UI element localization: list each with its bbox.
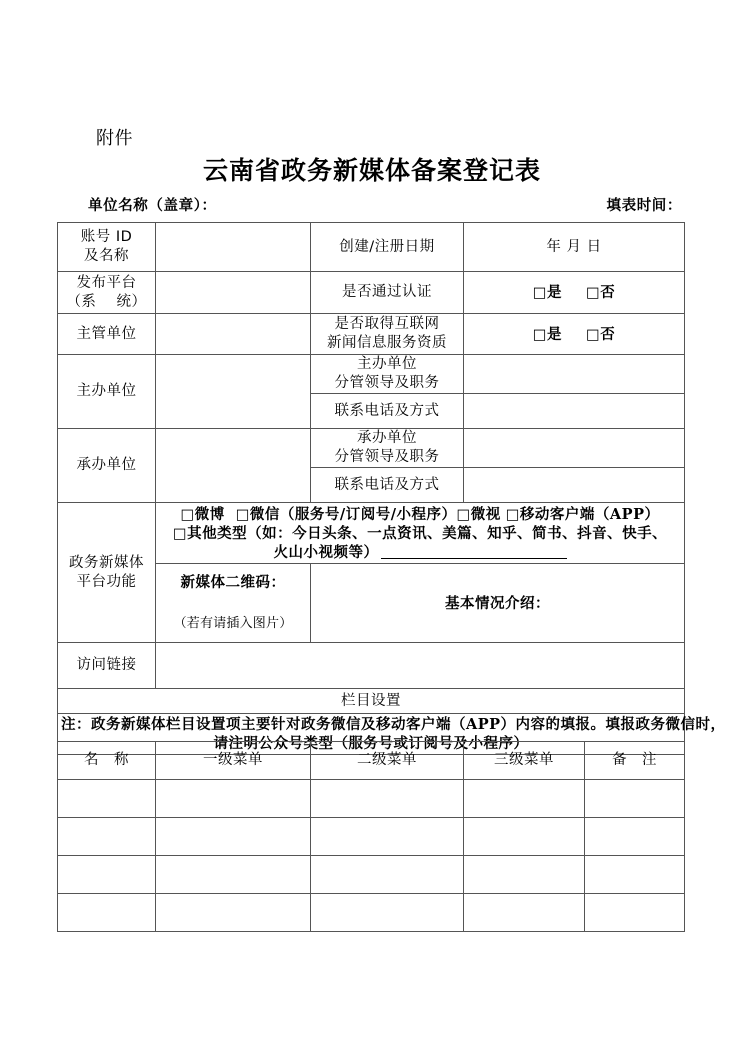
table-row-supervisor	[58, 314, 685, 355]
news-qualification-label-line1: 是否取得互联网	[334, 316, 440, 332]
checkbox-glyph: □	[532, 284, 547, 301]
attachment-label: 附件	[96, 128, 133, 149]
qr-code-label: 新媒体二维码：	[180, 574, 286, 591]
checkbox-glyph: □	[586, 284, 601, 301]
fill-date-label: 填表时间：	[606, 197, 682, 214]
host-leader-value[interactable]	[464, 355, 685, 394]
column-settings-table	[57, 741, 685, 932]
organizer-contact-value[interactable]	[464, 468, 685, 503]
certified-yes-checkbox[interactable]	[533, 283, 562, 302]
publish-platform-value[interactable]	[156, 272, 311, 314]
supervisor-label: 主管单位	[58, 314, 156, 355]
account-id-label-line1: 账号 ID	[80, 229, 133, 245]
platform-option-other[interactable]: □其他类型（如：今日头条、一点资讯、美篇、知乎、简书、抖音、快手、	[172, 524, 668, 542]
platform-option-other-input[interactable]	[381, 558, 567, 559]
cell-name[interactable]	[58, 856, 156, 894]
cell-remark[interactable]	[585, 894, 685, 932]
cell-menu2[interactable]	[311, 818, 464, 856]
supervisor-value[interactable]	[156, 314, 311, 355]
organizer-contact-label: 联系电话及方式	[311, 468, 464, 503]
checkbox-glyph: □	[532, 325, 547, 343]
host-contact-label: 联系电话及方式	[311, 394, 464, 429]
visit-link-label: 访问链接	[58, 643, 156, 689]
account-id-label	[58, 223, 156, 272]
platform-option-weixin[interactable]: □微信（服务号/订阅号/小程序）	[235, 505, 457, 523]
checkbox-glyph: □	[586, 325, 601, 343]
host-unit-value[interactable]	[156, 355, 311, 429]
column-header-menu2: 二级菜单	[311, 742, 464, 780]
registration-main-table	[57, 222, 726, 755]
table-row-organizer-leader	[58, 429, 685, 468]
organizer-leader-label-line1: 承办单位	[357, 430, 417, 446]
platform-option-other-cont: 火山小视频等）	[273, 543, 379, 561]
news-qual-no-checkbox[interactable]	[586, 325, 615, 344]
platform-function-label	[58, 503, 156, 643]
table-row-host-leader	[58, 355, 685, 394]
certified-checkboxes	[464, 272, 685, 314]
host-leader-label-line1: 主办单位	[357, 356, 417, 372]
unit-name-label: 单位名称（盖章）：	[88, 197, 217, 214]
organizer-unit-label: 承办单位	[58, 429, 156, 503]
cell-menu1[interactable]	[156, 856, 311, 894]
table-row-section-title	[58, 689, 685, 714]
platform-options-line1	[159, 505, 681, 524]
host-unit-label: 主办单位	[58, 355, 156, 429]
platform-option-weibo[interactable]: □微博	[180, 505, 225, 523]
publish-platform-label	[58, 272, 156, 314]
host-leader-label-line2: 分管领导及职务	[334, 375, 440, 391]
host-contact-value[interactable]	[464, 394, 685, 429]
platform-options-line3	[159, 543, 681, 562]
table-row-visit-link	[58, 643, 685, 689]
cell-name[interactable]	[58, 894, 156, 932]
page-title: 云南省政务新媒体备案登记表	[202, 156, 541, 185]
platform-option-app[interactable]: □移动客户端（APP）	[505, 505, 660, 523]
note-line-2: 请注明公众号类型（服务号或订阅号及小程序）	[213, 735, 529, 752]
intro-cell[interactable]	[311, 564, 685, 643]
news-qual-yes-label: 是	[547, 325, 562, 343]
table-row-account	[58, 223, 685, 272]
cell-remark[interactable]	[585, 856, 685, 894]
cell-menu2[interactable]	[311, 780, 464, 818]
table-row	[58, 894, 685, 932]
table-row	[58, 818, 685, 856]
column-header-menu3: 三级菜单	[464, 742, 585, 780]
cell-menu1[interactable]	[156, 894, 311, 932]
cell-menu3[interactable]	[464, 894, 585, 932]
certified-label: 是否通过认证	[311, 272, 464, 314]
host-leader-label	[311, 355, 464, 394]
intro-label: 基本情况介绍：	[445, 594, 550, 612]
create-date-value[interactable]: 年 月 日	[464, 223, 685, 272]
cell-remark[interactable]	[585, 818, 685, 856]
organizer-leader-label-line2: 分管领导及职务	[334, 449, 440, 465]
news-qual-no-label: 否	[600, 325, 616, 343]
account-id-value[interactable]	[156, 223, 311, 272]
table-row-publish-platform	[58, 272, 685, 314]
column-header-remark: 备 注	[585, 742, 685, 780]
qr-code-cell[interactable]	[156, 564, 311, 643]
table-row-platform-functions	[58, 503, 685, 564]
column-table-header-row	[58, 742, 685, 780]
platform-option-weishi[interactable]: □微视	[456, 505, 501, 523]
organizer-leader-label	[311, 429, 464, 468]
cell-menu2[interactable]	[311, 856, 464, 894]
cell-remark[interactable]	[585, 780, 685, 818]
news-qualification-label	[311, 314, 464, 355]
platform-function-label-line1: 政务新媒体	[69, 554, 144, 571]
column-header-name: 名 称	[58, 742, 156, 780]
cell-menu1[interactable]	[156, 818, 311, 856]
cell-menu3[interactable]	[464, 856, 585, 894]
certified-yes-label: 是	[547, 284, 562, 301]
platform-function-label-line2: 平台功能	[76, 573, 137, 590]
publish-platform-label-line1: 发布平台	[76, 274, 137, 291]
qr-code-hint: （若有请插入图片）	[173, 616, 293, 631]
column-section-title: 栏目设置	[58, 689, 685, 714]
platform-options-cell	[156, 503, 685, 564]
column-header-menu1: 一级菜单	[156, 742, 311, 780]
table-row	[58, 780, 685, 818]
create-date-label: 创建/注册日期	[311, 223, 464, 272]
cell-menu1[interactable]	[156, 780, 311, 818]
meta-row	[88, 196, 688, 218]
platform-options-line2	[159, 524, 681, 543]
cell-name[interactable]	[58, 818, 156, 856]
table-row	[58, 856, 685, 894]
cell-name[interactable]	[58, 780, 156, 818]
cell-menu3[interactable]	[464, 780, 585, 818]
news-qual-yes-checkbox[interactable]	[533, 325, 562, 344]
note-line-1: 注：政务新媒体栏目设置项主要针对政务微信及移动客户端（APP）内容的填报。填报政务微信时，	[61, 716, 726, 733]
certified-no-checkbox[interactable]	[586, 283, 615, 302]
certified-no-label: 否	[600, 284, 616, 301]
cell-menu2[interactable]	[311, 894, 464, 932]
account-id-label-line2: 及名称	[84, 248, 129, 264]
news-qualification-checkboxes	[464, 314, 685, 355]
organizer-leader-value[interactable]	[464, 429, 685, 468]
organizer-unit-value[interactable]	[156, 429, 311, 503]
publish-platform-label-line2: （系 统）	[66, 293, 147, 310]
news-qualification-label-line2: 新闻信息服务资质	[327, 335, 447, 351]
cell-menu3[interactable]	[464, 818, 585, 856]
visit-link-value[interactable]	[156, 643, 685, 689]
